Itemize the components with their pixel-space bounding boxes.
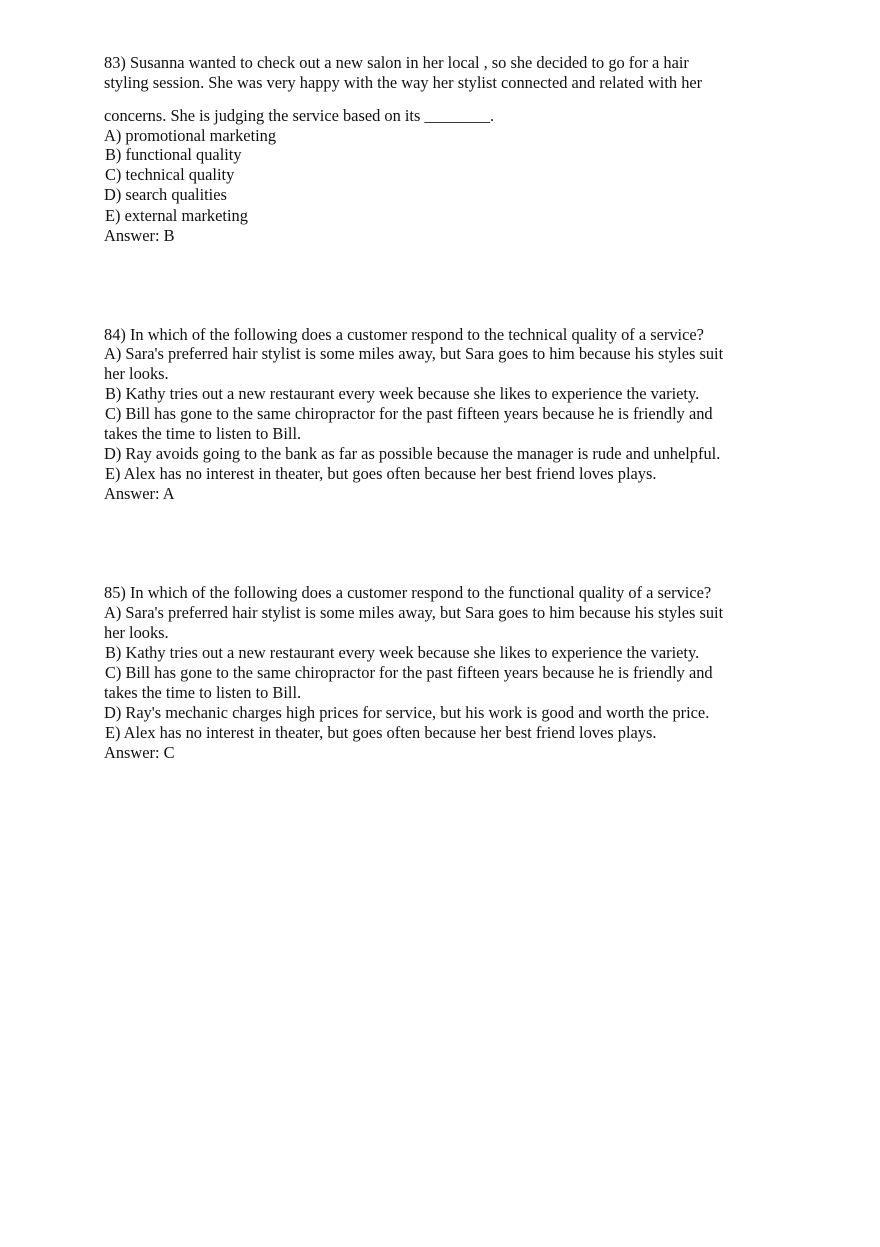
option-c: C) technical quality [105,165,235,184]
option-d: D) Ray avoids going to the bank as far as possible because the manager is rude and unhelpful. [104,444,721,463]
option-a: A) Sara's preferred hair stylist is some miles away, but Sara goes to him because his styles suit [104,344,724,363]
option-b: B) Kathy tries out a new restaurant every week because she likes to experience the variety. [105,384,700,403]
option-e: E) Alex has no interest in theater, but goes often because her best friend loves plays. [105,723,657,742]
option-d: D) search qualities [104,185,227,204]
option-a-continued: her looks. [104,364,169,383]
option-a: A) promotional marketing [104,126,277,145]
option-e: E) external marketing [105,206,248,225]
option-e: E) Alex has no interest in theater, but goes often because her best friend loves plays. [105,464,657,483]
question-text: 85) In which of the following does a customer respond to the functional quality of a service? [104,583,712,602]
option-d: D) Ray's mechanic charges high prices for service, but his work is good and worth the price. [104,703,710,722]
option-b: B) functional quality [105,145,242,164]
option-b: B) Kathy tries out a new restaurant every week because she likes to experience the variety. [105,643,700,662]
question-text: 84) In which of the following does a customer respond to the technical quality of a service? [104,325,704,344]
question-text: styling session. She was very happy with the way her stylist connected and related with her [104,73,703,92]
question-text: concerns. She is judging the service based on its ________. [104,106,495,125]
option-c: C) Bill has gone to the same chiropractor for the past fifteen years because he is friendly and [105,404,713,423]
option-a-continued: her looks. [104,623,169,642]
question-text: 83) Susanna wanted to check out a new salon in her local , so she decided to go for a hair [104,53,689,72]
answer-label: Answer: B [104,226,175,245]
option-a: A) Sara's preferred hair stylist is some miles away, but Sara goes to him because his styles suit [104,603,724,622]
answer-label: Answer: A [104,484,175,503]
option-c-continued: takes the time to listen to Bill. [104,424,302,443]
answer-label: Answer: C [104,743,175,762]
option-c: C) Bill has gone to the same chiropractor for the past fifteen years because he is friendly and [105,663,713,682]
option-c-continued: takes the time to listen to Bill. [104,683,302,702]
